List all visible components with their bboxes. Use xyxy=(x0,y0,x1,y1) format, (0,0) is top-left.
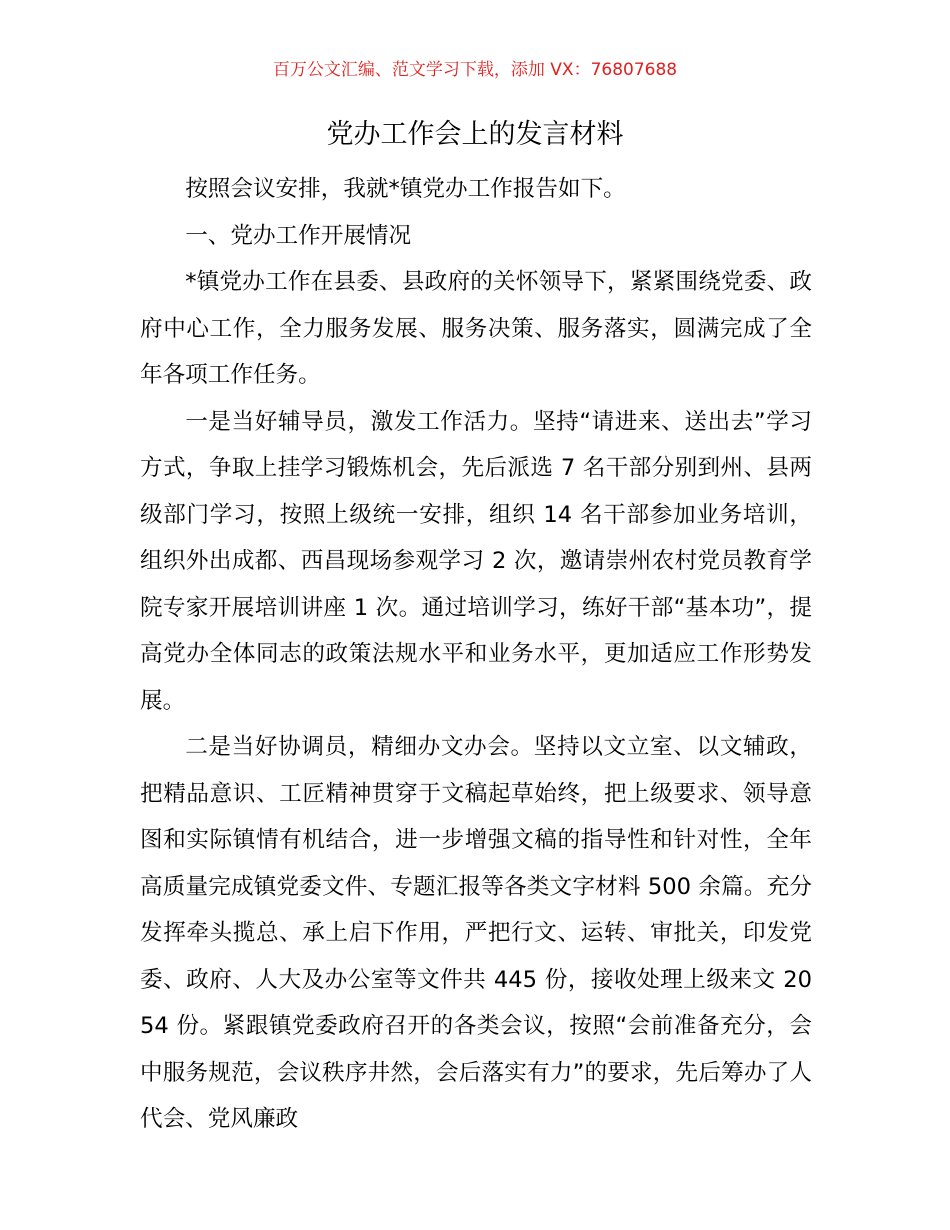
watermark-header: 百万公文汇编、范文学习下载，添加 VX：76807688 xyxy=(272,60,678,80)
paragraph-point-one: 一是当好辅导员，激发工作活力。坚持“请进来、送出去”学习方式，争取上挂学习锻炼机会，先后派选 7 名干部分别到州、县两级部门学习，按照上级统一安排，组织 14 名干部参加业务培训，组织外出成都、西昌现场参观学习 2 次，邀请崇州农村党员教育学院专家开展培训讲座 1 次。通过培训学习，练好干部“基本功”，提高党办全体同志的政策法规水平和业务水平，更加适应工作形势发展。 xyxy=(140,408,812,714)
section-heading: 一、党办工作开展情况 xyxy=(185,222,412,249)
paragraph-overview: *镇党办工作在县委、县政府的关怀领导下，紧紧围绕党委、政府中心工作，全力服务发展、服务决策、服务落实，圆满完成了全年各项工作任务。 xyxy=(140,269,812,388)
paragraph-intro: 按照会议安排，我就*镇党办工作报告如下。 xyxy=(185,176,626,202)
paragraph-point-two: 二是当好协调员，精细办文办会。坚持以文立室、以文辅政，把精品意识、工匠精神贯穿于文稿起草始终，把上级要求、领导意图和实际镇情有机结合，进一步增强文稿的指导性和针对性，全年高质量完成镇党委文件、专题汇报等各类文字材料 500 余篇。充分发挥牵头揽总、承上启下作用，严把行文、运转、审批关，印发党委、政府、人大及办公室等文件共 445 份，接收处理上级来文 2054 份。紧跟镇党委政府召开的各类会议，按照“会前准备充分，会中服务规范，会议秩序井然，会后落实有力”的要求，先后筹办了人代会、党风廉政 xyxy=(140,734,812,1132)
document-body xyxy=(140,166,812,1143)
document-title: 党办工作会上的发言材料 xyxy=(326,119,624,150)
